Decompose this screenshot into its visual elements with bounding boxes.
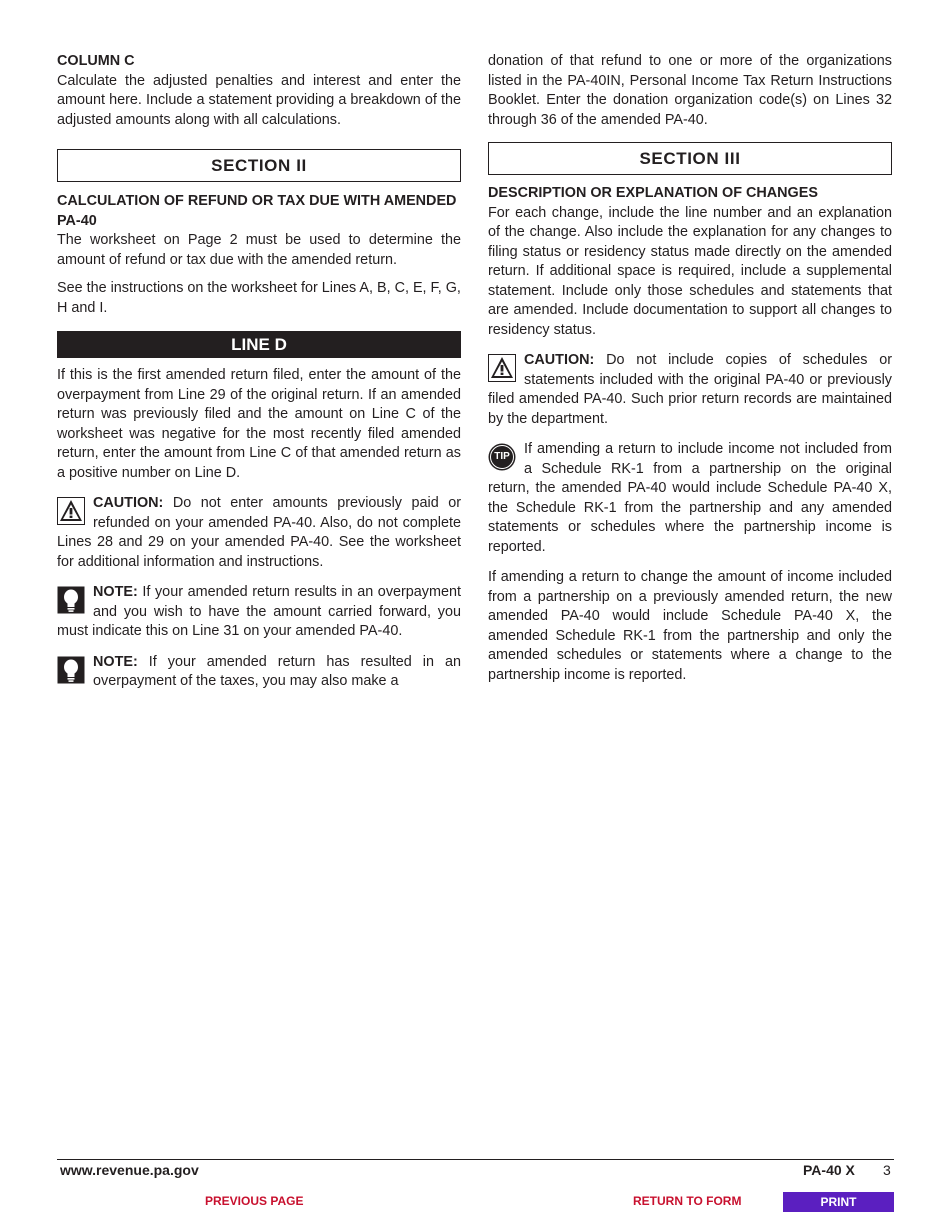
footer-divider (57, 1159, 894, 1160)
section-iii-p-last: If amending a return to change the amount of income included from a partnership on a previously amended return, the new amended PA-40 would include Schedule PA-40 X, the amended Schedule RK-1 from the partnership and only the amended schedules or statements where a change to the partnership income is reported. (488, 569, 892, 683)
previous-page-link[interactable]: PREVIOUS PAGE (205, 1194, 304, 1208)
right-column (488, 52, 892, 694)
footer-form-name: PA-40 X (803, 1162, 855, 1178)
line-d-note-2 (57, 653, 461, 692)
line-d-caution (57, 494, 461, 572)
caution-icon (488, 354, 516, 382)
donation-continuation: donation of that refund to one or more of the organizations listed in the PA-40IN, Personal Income Tax Return Instructions Booklet. Enter the donation organization code(s) on Lines 32 through 36 of the amended PA-40. (488, 53, 892, 128)
column-c-text: Calculate the adjusted penalties and interest and enter the amount here. Include a statement providing a breakdown of the adjusted amounts along with all calculations. (57, 72, 461, 128)
caution-icon (57, 497, 85, 525)
section-iii-caution (488, 351, 892, 429)
tip-label: TIP (494, 451, 510, 462)
footer-page-number: 3 (883, 1162, 891, 1178)
line-d-p1: If this is the first amended return filed, enter the amount of the overpayment from Line 29 of the original return. If an amended return was previously filed and the amount on Line C of the worksheet was negative for the most recently filed amended return, enter the amount from Line C of that amended return as a positive number on Line D. (57, 367, 461, 481)
line-d-title: LINE D (57, 331, 461, 358)
section-iii-title: SECTION III (488, 142, 892, 175)
caution-text: Do not include copies of schedules or statements included with the original PA-40 or previously filed amended PA-40. Such prior return records are maintained by the department. (488, 352, 892, 427)
footer-website: www.revenue.pa.gov (60, 1162, 199, 1178)
tip-text: If amending a return to include income not included from a Schedule RK-1 from a partnership on the original return, the amended PA-40 would include Schedule PA-40 X, the Schedule RK-1 from the partnership and any amended statements or schedules where the partnership income is reported. (488, 441, 892, 555)
section-ii-p2: See the instructions on the worksheet for Lines A, B, C, E, F, G, H and I. (57, 280, 461, 316)
caution-text: Do not enter amounts previously paid or refunded on your amended PA-40. Also, do not complete Lines 28 and 29 on your amended PA-40. See the worksheet for additional information and instructions. (57, 495, 461, 570)
return-to-form-link[interactable]: RETURN TO FORM (633, 1194, 742, 1208)
column-c-heading: COLUMN C (57, 53, 135, 69)
section-ii-p1: The worksheet on Page 2 must be used to determine the amount of refund or tax due with the amended return. (57, 232, 461, 268)
caution-label: CAUTION: (524, 352, 595, 368)
line-d-note-1 (57, 583, 461, 642)
section-ii-heading: CALCULATION OF REFUND OR TAX DUE WITH AMENDED PA-40 (57, 193, 457, 229)
section-iii-heading: DESCRIPTION OR EXPLANATION OF CHANGES (488, 185, 818, 201)
note-2-text: If your amended return has resulted in an overpayment of the taxes, you may also make a (93, 653, 461, 689)
note-1-text: If your amended return results in an overpayment and you wish to have the amount carried forward, you must indicate this on Line 31 on your amended PA-40. (57, 584, 461, 639)
caution-label: CAUTION: (93, 495, 164, 511)
print-button[interactable]: PRINT (783, 1192, 894, 1212)
section-iii-tip (488, 440, 892, 557)
note-1-label: NOTE: (93, 584, 138, 600)
note-2-label: NOTE: (93, 653, 138, 670)
section-ii-title: SECTION II (57, 149, 461, 182)
left-column (57, 52, 461, 701)
lightbulb-icon (57, 586, 85, 614)
lightbulb-icon (57, 656, 85, 684)
section-iii-p1: For each change, include the line number and an explanation of the change. Also include the explanation for any changes to filing status or residency status made directly on the amended return. If additional space is required, include a supplemental statement. Include only those schedules and statements that are amended. Include documentation to support all changes to residency status. (488, 204, 892, 338)
tip-icon (488, 443, 516, 471)
